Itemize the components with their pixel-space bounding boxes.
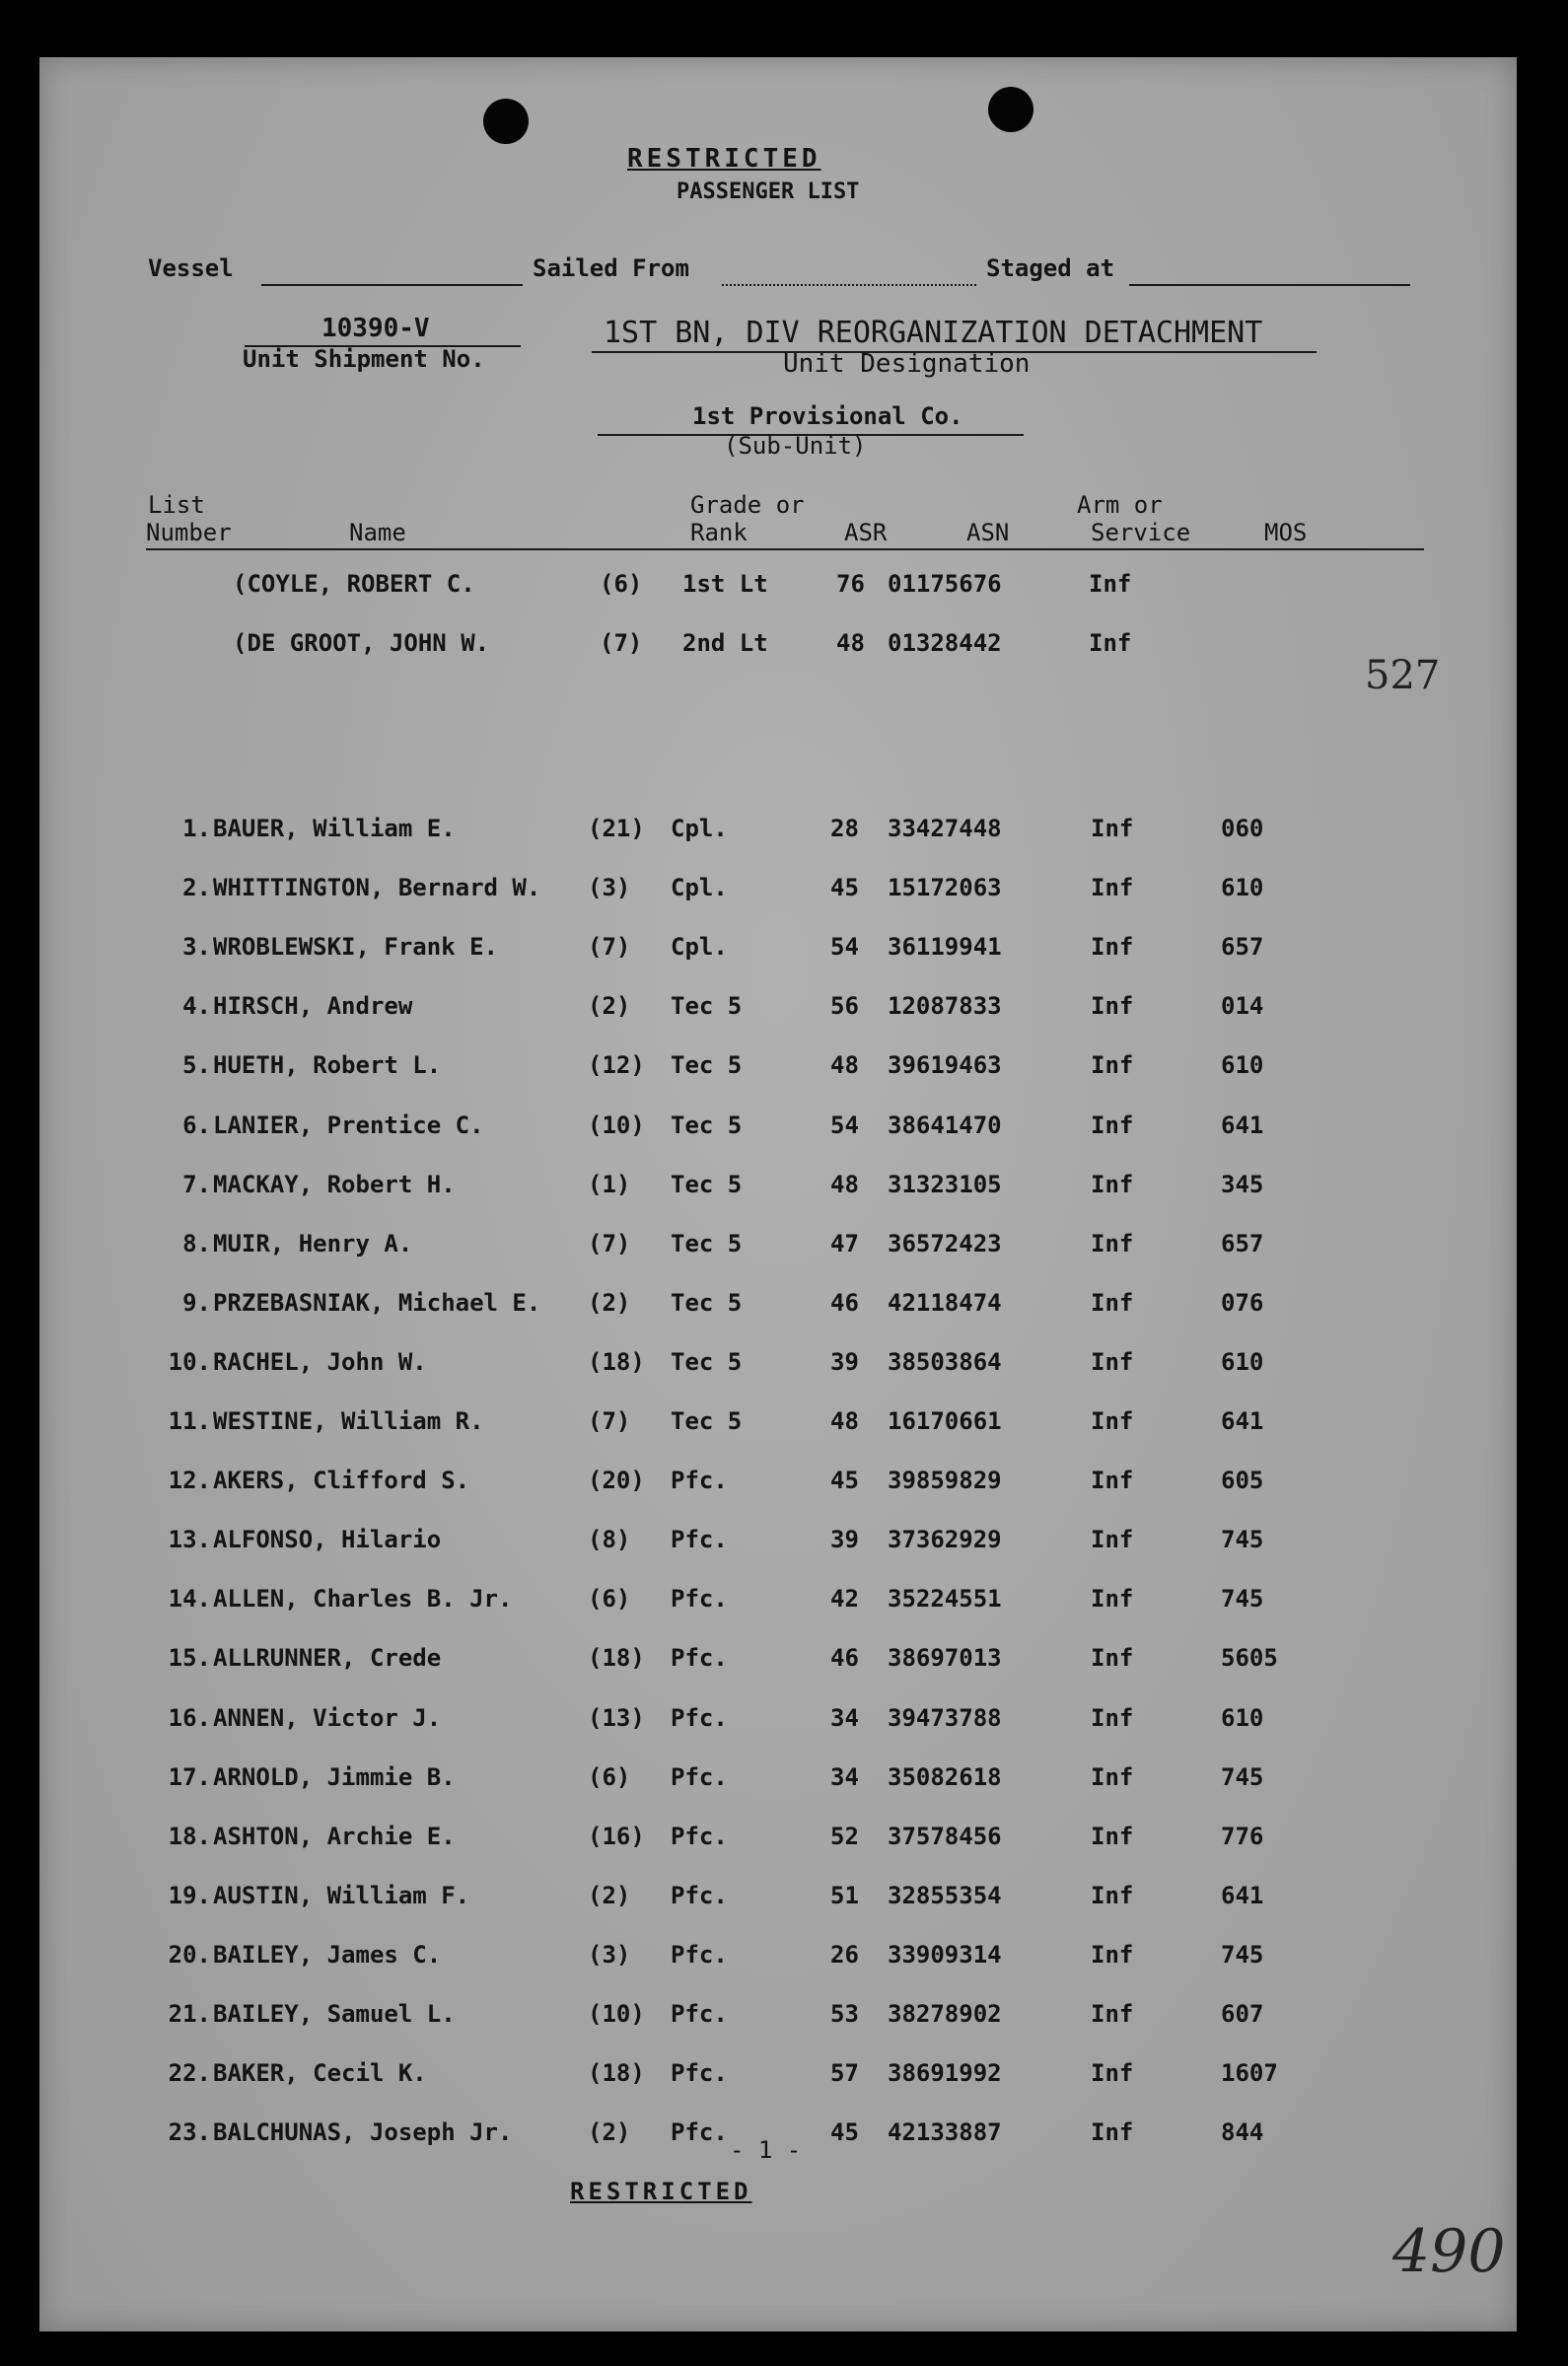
row-asr: 45 — [830, 874, 859, 901]
row-asn: 37362929 — [888, 1526, 1002, 1553]
row-asr: 54 — [830, 1111, 859, 1139]
row-asr: 26 — [830, 1941, 859, 1969]
row-asr: 34 — [830, 1763, 859, 1791]
col-grade-top: Grade or — [690, 491, 805, 519]
row-asn: 12087833 — [888, 992, 1002, 1020]
row-mos: 060 — [1221, 815, 1264, 842]
row-asn: 38691992 — [888, 2059, 1002, 2087]
row-grade: Pfc. — [671, 2059, 728, 2087]
row-name: BAUER, William E. — [213, 815, 456, 842]
row-arm: Inf — [1091, 815, 1134, 842]
row-number: 17. — [168, 1763, 211, 1791]
row-code: (3) — [588, 1941, 631, 1969]
col-asr: ASR — [844, 519, 888, 546]
row-number: 2. — [182, 874, 211, 901]
column-header-rule — [146, 548, 1424, 550]
row-grade: Tec 5 — [671, 1171, 743, 1198]
row-name: MUIR, Henry A. — [213, 1230, 413, 1257]
row-number: 20. — [168, 1941, 211, 1969]
row-code: (6) — [588, 1763, 631, 1791]
row-asn: 33909314 — [888, 1941, 1002, 1969]
row-mos: 1607 — [1221, 2059, 1278, 2087]
row-arm: Inf — [1091, 1763, 1134, 1791]
row-code: (13) — [588, 1704, 645, 1732]
row-mos: 745 — [1221, 1941, 1264, 1969]
row-arm: Inf — [1091, 2059, 1134, 2087]
officer-grade: 2nd Lt — [682, 629, 768, 657]
row-name: HUETH, Robert L. — [213, 1051, 442, 1079]
row-arm: Inf — [1091, 1941, 1134, 1969]
row-arm: Inf — [1091, 1289, 1134, 1317]
row-asr: 52 — [830, 1823, 859, 1850]
row-number: 18. — [168, 1823, 211, 1850]
col-list-number-bottom: Number — [146, 519, 232, 546]
row-number: 13. — [168, 1526, 211, 1553]
officer-arm: Inf — [1089, 570, 1132, 598]
row-asr: 56 — [830, 992, 859, 1020]
row-number: 6. — [182, 1111, 211, 1139]
row-name: BALCHUNAS, Joseph Jr. — [213, 2118, 513, 2146]
row-asn: 42133887 — [888, 2118, 1002, 2146]
sailed-from-label: Sailed From — [533, 254, 689, 282]
row-mos: 745 — [1221, 1526, 1264, 1553]
row-asr: 48 — [830, 1051, 859, 1079]
row-arm: Inf — [1091, 1526, 1134, 1553]
row-arm: Inf — [1091, 1230, 1134, 1257]
row-number: 4. — [182, 992, 211, 1020]
row-mos: 345 — [1221, 1171, 1264, 1198]
row-grade: Tec 5 — [671, 992, 743, 1020]
row-asn: 36119941 — [888, 933, 1002, 961]
row-arm: Inf — [1091, 1823, 1134, 1850]
handwritten-number: 490 — [1392, 2217, 1506, 2286]
row-code: (16) — [588, 1823, 645, 1850]
row-code: (7) — [588, 933, 631, 961]
row-code: (2) — [588, 1882, 631, 1909]
row-name: ALLEN, Charles B. Jr. — [213, 1585, 513, 1613]
row-mos: 844 — [1221, 2118, 1264, 2146]
sailed-from-field-line — [722, 284, 976, 286]
row-number: 9. — [182, 1289, 211, 1317]
vessel-label: Vessel — [148, 254, 234, 282]
row-code: (8) — [588, 1526, 631, 1553]
row-arm: Inf — [1091, 1111, 1134, 1139]
row-code: (18) — [588, 1348, 645, 1376]
row-mos: 607 — [1221, 2000, 1264, 2028]
row-grade: Cpl. — [671, 933, 728, 961]
row-arm: Inf — [1091, 1348, 1134, 1376]
page-number: - 1 - — [730, 2136, 802, 2164]
row-grade: Cpl. — [671, 815, 728, 842]
row-asr: 48 — [830, 1407, 859, 1435]
row-asn: 39859829 — [888, 1467, 1002, 1494]
officer-asr: 48 — [836, 629, 865, 657]
row-code: (7) — [588, 1230, 631, 1257]
row-number: 8. — [182, 1230, 211, 1257]
col-asn: ASN — [966, 519, 1010, 546]
row-name: ALLRUNNER, Crede — [213, 1644, 442, 1672]
row-name: AKERS, Clifford S. — [213, 1467, 470, 1494]
row-arm: Inf — [1091, 1882, 1134, 1909]
officer-code: (6) — [600, 570, 643, 598]
officer-name: (COYLE, ROBERT C. — [233, 570, 475, 598]
officer-arm: Inf — [1089, 629, 1132, 657]
row-mos: 657 — [1221, 933, 1264, 961]
row-code: (10) — [588, 2000, 645, 2028]
row-asr: 47 — [830, 1230, 859, 1257]
row-grade: Pfc. — [671, 1526, 728, 1553]
row-arm: Inf — [1091, 874, 1134, 901]
row-arm: Inf — [1091, 1051, 1134, 1079]
row-asn: 16170661 — [888, 1407, 1002, 1435]
row-mos: 610 — [1221, 1348, 1264, 1376]
restricted-footer: RESTRICTED — [570, 2178, 752, 2205]
row-grade: Cpl. — [671, 874, 728, 901]
row-arm: Inf — [1091, 1585, 1134, 1613]
row-grade: Pfc. — [671, 2000, 728, 2028]
col-arm-top: Arm or — [1077, 491, 1163, 519]
row-number: 10. — [168, 1348, 211, 1376]
col-mos: MOS — [1264, 519, 1308, 546]
row-asr: 28 — [830, 815, 859, 842]
row-arm: Inf — [1091, 1467, 1134, 1494]
row-grade: Pfc. — [671, 1585, 728, 1613]
punch-hole-left — [483, 99, 529, 144]
row-mos: 657 — [1221, 1230, 1264, 1257]
row-number: 1. — [182, 815, 211, 842]
row-number: 12. — [168, 1467, 211, 1494]
row-code: (2) — [588, 2118, 631, 2146]
row-arm: Inf — [1091, 992, 1134, 1020]
row-code: (18) — [588, 2059, 645, 2087]
row-mos: 745 — [1221, 1585, 1264, 1613]
unit-shipment-label: Unit Shipment No. — [243, 345, 485, 373]
row-grade: Pfc. — [671, 1704, 728, 1732]
row-mos: 5605 — [1221, 1644, 1278, 1672]
row-asn: 39619463 — [888, 1051, 1002, 1079]
row-name: ASHTON, Archie E. — [213, 1823, 456, 1850]
row-number: 5. — [182, 1051, 211, 1079]
row-code: (18) — [588, 1644, 645, 1672]
row-name: ALFONSO, Hilario — [213, 1526, 442, 1553]
sub-unit: 1st Provisional Co. — [692, 402, 963, 430]
row-grade: Pfc. — [671, 1467, 728, 1494]
row-name: PRZEBASNIAK, Michael E. — [213, 1289, 541, 1317]
row-name: WHITTINGTON, Bernard W. — [213, 874, 541, 901]
row-mos: 014 — [1221, 992, 1264, 1020]
col-name: Name — [349, 519, 406, 546]
row-name: ARNOLD, Jimmie B. — [213, 1763, 456, 1791]
row-asr: 39 — [830, 1348, 859, 1376]
row-asr: 51 — [830, 1882, 859, 1909]
row-asr: 53 — [830, 2000, 859, 2028]
unit-shipment-number: 10390-V — [321, 314, 430, 343]
row-asn: 38641470 — [888, 1111, 1002, 1139]
row-asn: 35082618 — [888, 1763, 1002, 1791]
row-arm: Inf — [1091, 2000, 1134, 2028]
row-asn: 39473788 — [888, 1704, 1002, 1732]
staged-at-label: Staged at — [986, 254, 1115, 282]
col-grade-bottom: Rank — [690, 519, 748, 546]
margin-number: 527 — [1365, 653, 1441, 698]
row-grade: Pfc. — [671, 2118, 728, 2146]
row-grade: Tec 5 — [671, 1407, 743, 1435]
row-grade: Pfc. — [671, 1941, 728, 1969]
row-number: 23. — [168, 2118, 211, 2146]
row-mos: 776 — [1221, 1823, 1264, 1850]
row-code: (7) — [588, 1407, 631, 1435]
row-number: 7. — [182, 1171, 211, 1198]
row-name: MACKAY, Robert H. — [213, 1171, 456, 1198]
row-grade: Tec 5 — [671, 1051, 743, 1079]
row-asn: 38278902 — [888, 2000, 1002, 2028]
row-asn: 15172063 — [888, 874, 1002, 901]
row-asr: 54 — [830, 933, 859, 961]
col-list-number-top: List — [148, 491, 205, 519]
row-mos: 641 — [1221, 1407, 1264, 1435]
row-name: LANIER, Prentice C. — [213, 1111, 484, 1139]
row-code: (12) — [588, 1051, 645, 1079]
officer-asr: 76 — [836, 570, 865, 598]
row-arm: Inf — [1091, 2118, 1134, 2146]
row-code: (10) — [588, 1111, 645, 1139]
passenger-list-title: PASSENGER LIST — [677, 179, 860, 204]
row-mos: 745 — [1221, 1763, 1264, 1791]
row-name: ANNEN, Victor J. — [213, 1704, 442, 1732]
row-asr: 34 — [830, 1704, 859, 1732]
row-asn: 42118474 — [888, 1289, 1002, 1317]
row-grade: Tec 5 — [671, 1348, 743, 1376]
row-asn: 32855354 — [888, 1882, 1002, 1909]
row-arm: Inf — [1091, 1171, 1134, 1198]
row-grade: Pfc. — [671, 1644, 728, 1672]
row-asr: 39 — [830, 1526, 859, 1553]
row-name: RACHEL, John W. — [213, 1348, 427, 1376]
row-name: WESTINE, William R. — [213, 1407, 484, 1435]
row-mos: 610 — [1221, 1704, 1264, 1732]
row-mos: 641 — [1221, 1882, 1264, 1909]
row-grade: Tec 5 — [671, 1111, 743, 1139]
row-number: 19. — [168, 1882, 211, 1909]
officer-grade: 1st Lt — [682, 570, 768, 598]
restricted-title: RESTRICTED — [627, 144, 821, 174]
staged-at-field-line — [1129, 284, 1410, 286]
row-asr: 46 — [830, 1289, 859, 1317]
row-mos: 641 — [1221, 1111, 1264, 1139]
row-mos: 610 — [1221, 1051, 1264, 1079]
row-name: HIRSCH, Andrew — [213, 992, 413, 1020]
row-number: 16. — [168, 1704, 211, 1732]
row-arm: Inf — [1091, 1644, 1134, 1672]
row-asr: 57 — [830, 2059, 859, 2087]
row-name: WROBLEWSKI, Frank E. — [213, 933, 498, 961]
row-code: (6) — [588, 1585, 631, 1613]
row-grade: Tec 5 — [671, 1230, 743, 1257]
row-arm: Inf — [1091, 1704, 1134, 1732]
row-grade: Pfc. — [671, 1882, 728, 1909]
row-asr: 45 — [830, 2118, 859, 2146]
row-grade: Tec 5 — [671, 1289, 743, 1317]
unit-designation: 1ST BN, DIV REORGANIZATION DETACHMENT — [604, 316, 1263, 350]
row-name: AUSTIN, William F. — [213, 1882, 470, 1909]
row-mos: 076 — [1221, 1289, 1264, 1317]
row-code: (1) — [588, 1171, 631, 1198]
row-name: BAILEY, James C. — [213, 1941, 442, 1969]
row-arm: Inf — [1091, 933, 1134, 961]
punch-hole-right — [988, 87, 1033, 132]
row-code: (20) — [588, 1467, 645, 1494]
row-mos: 610 — [1221, 874, 1264, 901]
row-number: 15. — [168, 1644, 211, 1672]
row-asr: 45 — [830, 1467, 859, 1494]
officer-code: (7) — [600, 629, 643, 657]
officer-asn: 01328442 — [888, 629, 1002, 657]
unit-designation-label: Unit Designation — [783, 349, 1031, 379]
row-code: (2) — [588, 1289, 631, 1317]
row-asn: 37578456 — [888, 1823, 1002, 1850]
row-number: 14. — [168, 1585, 211, 1613]
row-asr: 42 — [830, 1585, 859, 1613]
row-grade: Pfc. — [671, 1823, 728, 1850]
row-mos: 605 — [1221, 1467, 1264, 1494]
row-asr: 48 — [830, 1171, 859, 1198]
row-asn: 33427448 — [888, 815, 1002, 842]
row-asr: 46 — [830, 1644, 859, 1672]
row-name: BAILEY, Samuel L. — [213, 2000, 456, 2028]
row-number: 11. — [168, 1407, 211, 1435]
row-code: (2) — [588, 992, 631, 1020]
col-arm-bottom: Service — [1091, 519, 1191, 546]
vessel-field-line — [261, 284, 523, 286]
row-number: 3. — [182, 933, 211, 961]
row-number: 22. — [168, 2059, 211, 2087]
row-name: BAKER, Cecil K. — [213, 2059, 427, 2087]
row-arm: Inf — [1091, 1407, 1134, 1435]
row-asn: 38503864 — [888, 1348, 1002, 1376]
row-asn: 35224551 — [888, 1585, 1002, 1613]
sub-unit-label: (Sub-Unit) — [724, 432, 867, 460]
row-grade: Pfc. — [671, 1763, 728, 1791]
row-code: (3) — [588, 874, 631, 901]
row-number: 21. — [168, 2000, 211, 2028]
officer-asn: 01175676 — [888, 570, 1002, 598]
officer-name: (DE GROOT, JOHN W. — [233, 629, 490, 657]
row-asn: 36572423 — [888, 1230, 1002, 1257]
row-asn: 38697013 — [888, 1644, 1002, 1672]
row-code: (21) — [588, 815, 645, 842]
row-asn: 31323105 — [888, 1171, 1002, 1198]
